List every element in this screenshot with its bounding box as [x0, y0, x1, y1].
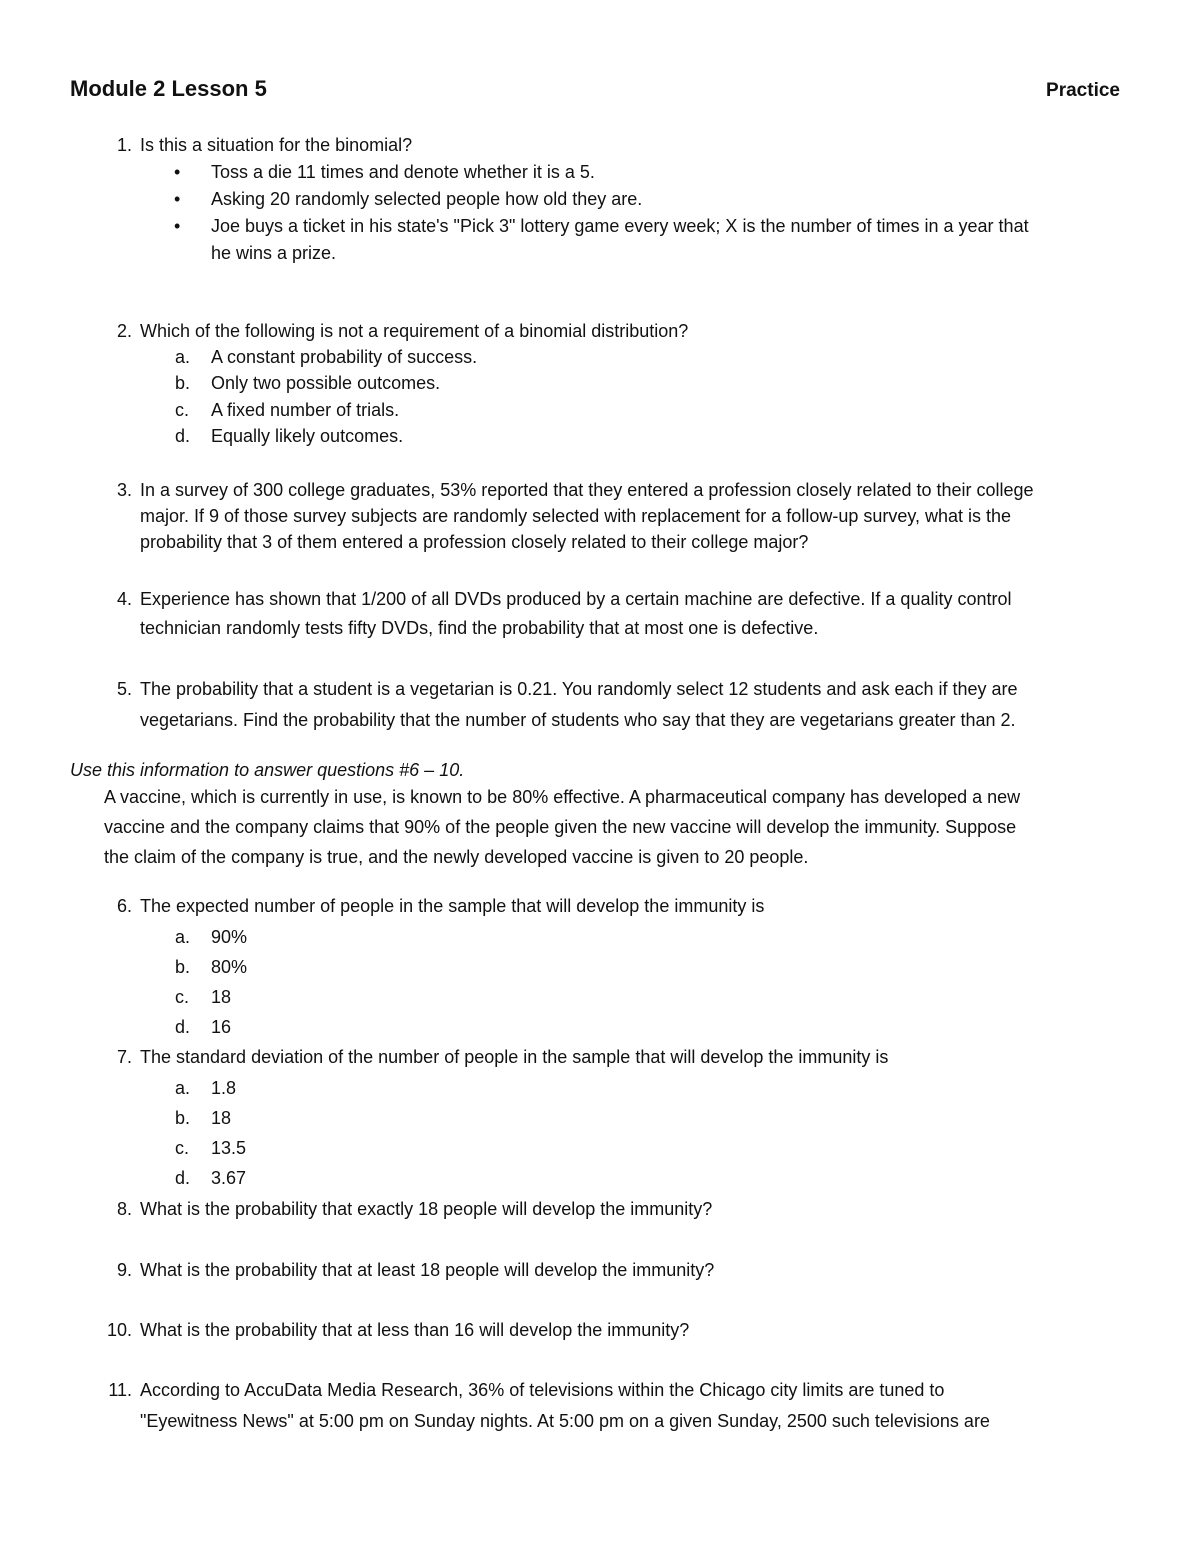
question-text: The expected number of people in the sample that will develop the immunity is: [140, 896, 765, 916]
question-number: 6.: [116, 896, 132, 916]
option-text: A fixed number of trials.: [211, 400, 400, 420]
page-header: [70, 76, 1120, 102]
question-number: 3.: [116, 480, 132, 500]
option-letter: a.: [175, 1078, 191, 1098]
question-text: In a survey of 300 college graduates, 53% reported that they entered a profession closely related to their college: [140, 480, 1034, 500]
option-letter: c.: [175, 1138, 190, 1158]
list-item: Toss a die 11 times and denote whether it is a 5.: [211, 162, 595, 182]
question-number: 10.: [106, 1320, 132, 1340]
option-text: 16: [211, 1017, 232, 1037]
question-text: Experience has shown that 1/200 of all DVDs produced by a certain machine are defective. If a quality control: [140, 589, 1012, 609]
bullet-icon: •: [174, 162, 181, 182]
option-text: 1.8: [211, 1078, 237, 1098]
question-number: 9.: [116, 1260, 132, 1280]
question-text: "Eyewitness News" at 5:00 pm on Sunday nights. At 5:00 pm on a given Sunday, 2500 such televisions are: [140, 1411, 990, 1431]
question-text: What is the probability that at less than 16 will develop the immunity?: [140, 1320, 690, 1340]
info-paragraph: the claim of the company is true, and the newly developed vaccine is given to 20 people.: [104, 847, 809, 867]
question-number: 1.: [116, 135, 132, 155]
question-text: According to AccuData Media Research, 36% of televisions within the Chicago city limits are tuned to: [140, 1380, 945, 1400]
option-letter: b.: [175, 957, 191, 977]
question-text: Which of the following is not a requirement of a binomial distribution?: [140, 321, 689, 341]
option-letter: a.: [175, 347, 191, 367]
question-number: 7.: [116, 1047, 132, 1067]
list-item: Asking 20 randomly selected people how old they are.: [211, 189, 643, 209]
question-text: probability that 3 of them entered a profession closely related to their college major?: [140, 532, 809, 552]
option-text: 13.5: [211, 1138, 247, 1158]
option-letter: d.: [175, 1168, 191, 1188]
list-item: Joe buys a ticket in his state's "Pick 3" lottery game every week; X is the number of times in a year that: [211, 216, 1029, 236]
info-paragraph: vaccine and the company claims that 90% of the people given the new vaccine will develop the immunity. Suppose: [104, 817, 1017, 837]
option-letter: a.: [175, 927, 191, 947]
option-text: 80%: [211, 957, 248, 977]
option-text: Only two possible outcomes.: [211, 373, 441, 393]
option-text: 18: [211, 1108, 232, 1128]
option-letter: d.: [175, 1017, 191, 1037]
info-heading: Use this information to answer questions #6 – 10.: [70, 760, 465, 780]
option-text: Equally likely outcomes.: [211, 426, 404, 446]
practice-label: Practice: [1046, 80, 1120, 101]
question-text: The standard deviation of the number of people in the sample that will develop the immunity is: [140, 1047, 889, 1067]
question-number: 2.: [116, 321, 132, 341]
bullet-icon: •: [174, 216, 181, 236]
question-number: 11.: [108, 1380, 132, 1400]
option-text: 90%: [211, 927, 248, 947]
option-letter: b.: [175, 1108, 191, 1128]
option-text: A constant probability of success.: [211, 347, 478, 367]
question-text: What is the probability that exactly 18 people will develop the immunity?: [140, 1199, 713, 1219]
option-letter: b.: [175, 373, 191, 393]
question-text: The probability that a student is a vegetarian is 0.21. You randomly select 12 students and ask each if they are: [140, 679, 1018, 699]
question-number: 8.: [116, 1199, 132, 1219]
question-text: What is the probability that at least 18 people will develop the immunity?: [140, 1260, 715, 1280]
info-paragraph: A vaccine, which is currently in use, is known to be 80% effective. A pharmaceutical company has developed a new: [104, 787, 1021, 807]
bullet-icon: •: [174, 189, 181, 209]
option-letter: d.: [175, 426, 191, 446]
question-number: 4.: [116, 589, 132, 609]
option-text: 18: [211, 987, 232, 1007]
question-text: vegetarians. Find the probability that the number of students who say that they are vegetarians greater than 2.: [140, 710, 1016, 730]
option-letter: c.: [175, 987, 190, 1007]
page-title: Module 2 Lesson 5: [70, 76, 267, 101]
question-text: major. If 9 of those survey subjects are randomly selected with replacement for a follow-up survey, what is the: [140, 506, 1012, 526]
question-text: Is this a situation for the binomial?: [140, 135, 413, 155]
list-item-continuation: he wins a prize.: [211, 243, 337, 263]
question-number: 5.: [116, 679, 132, 699]
question-text: technician randomly tests fifty DVDs, find the probability that at most one is defective.: [140, 618, 819, 638]
option-letter: c.: [175, 400, 190, 420]
option-text: 3.67: [211, 1168, 247, 1188]
